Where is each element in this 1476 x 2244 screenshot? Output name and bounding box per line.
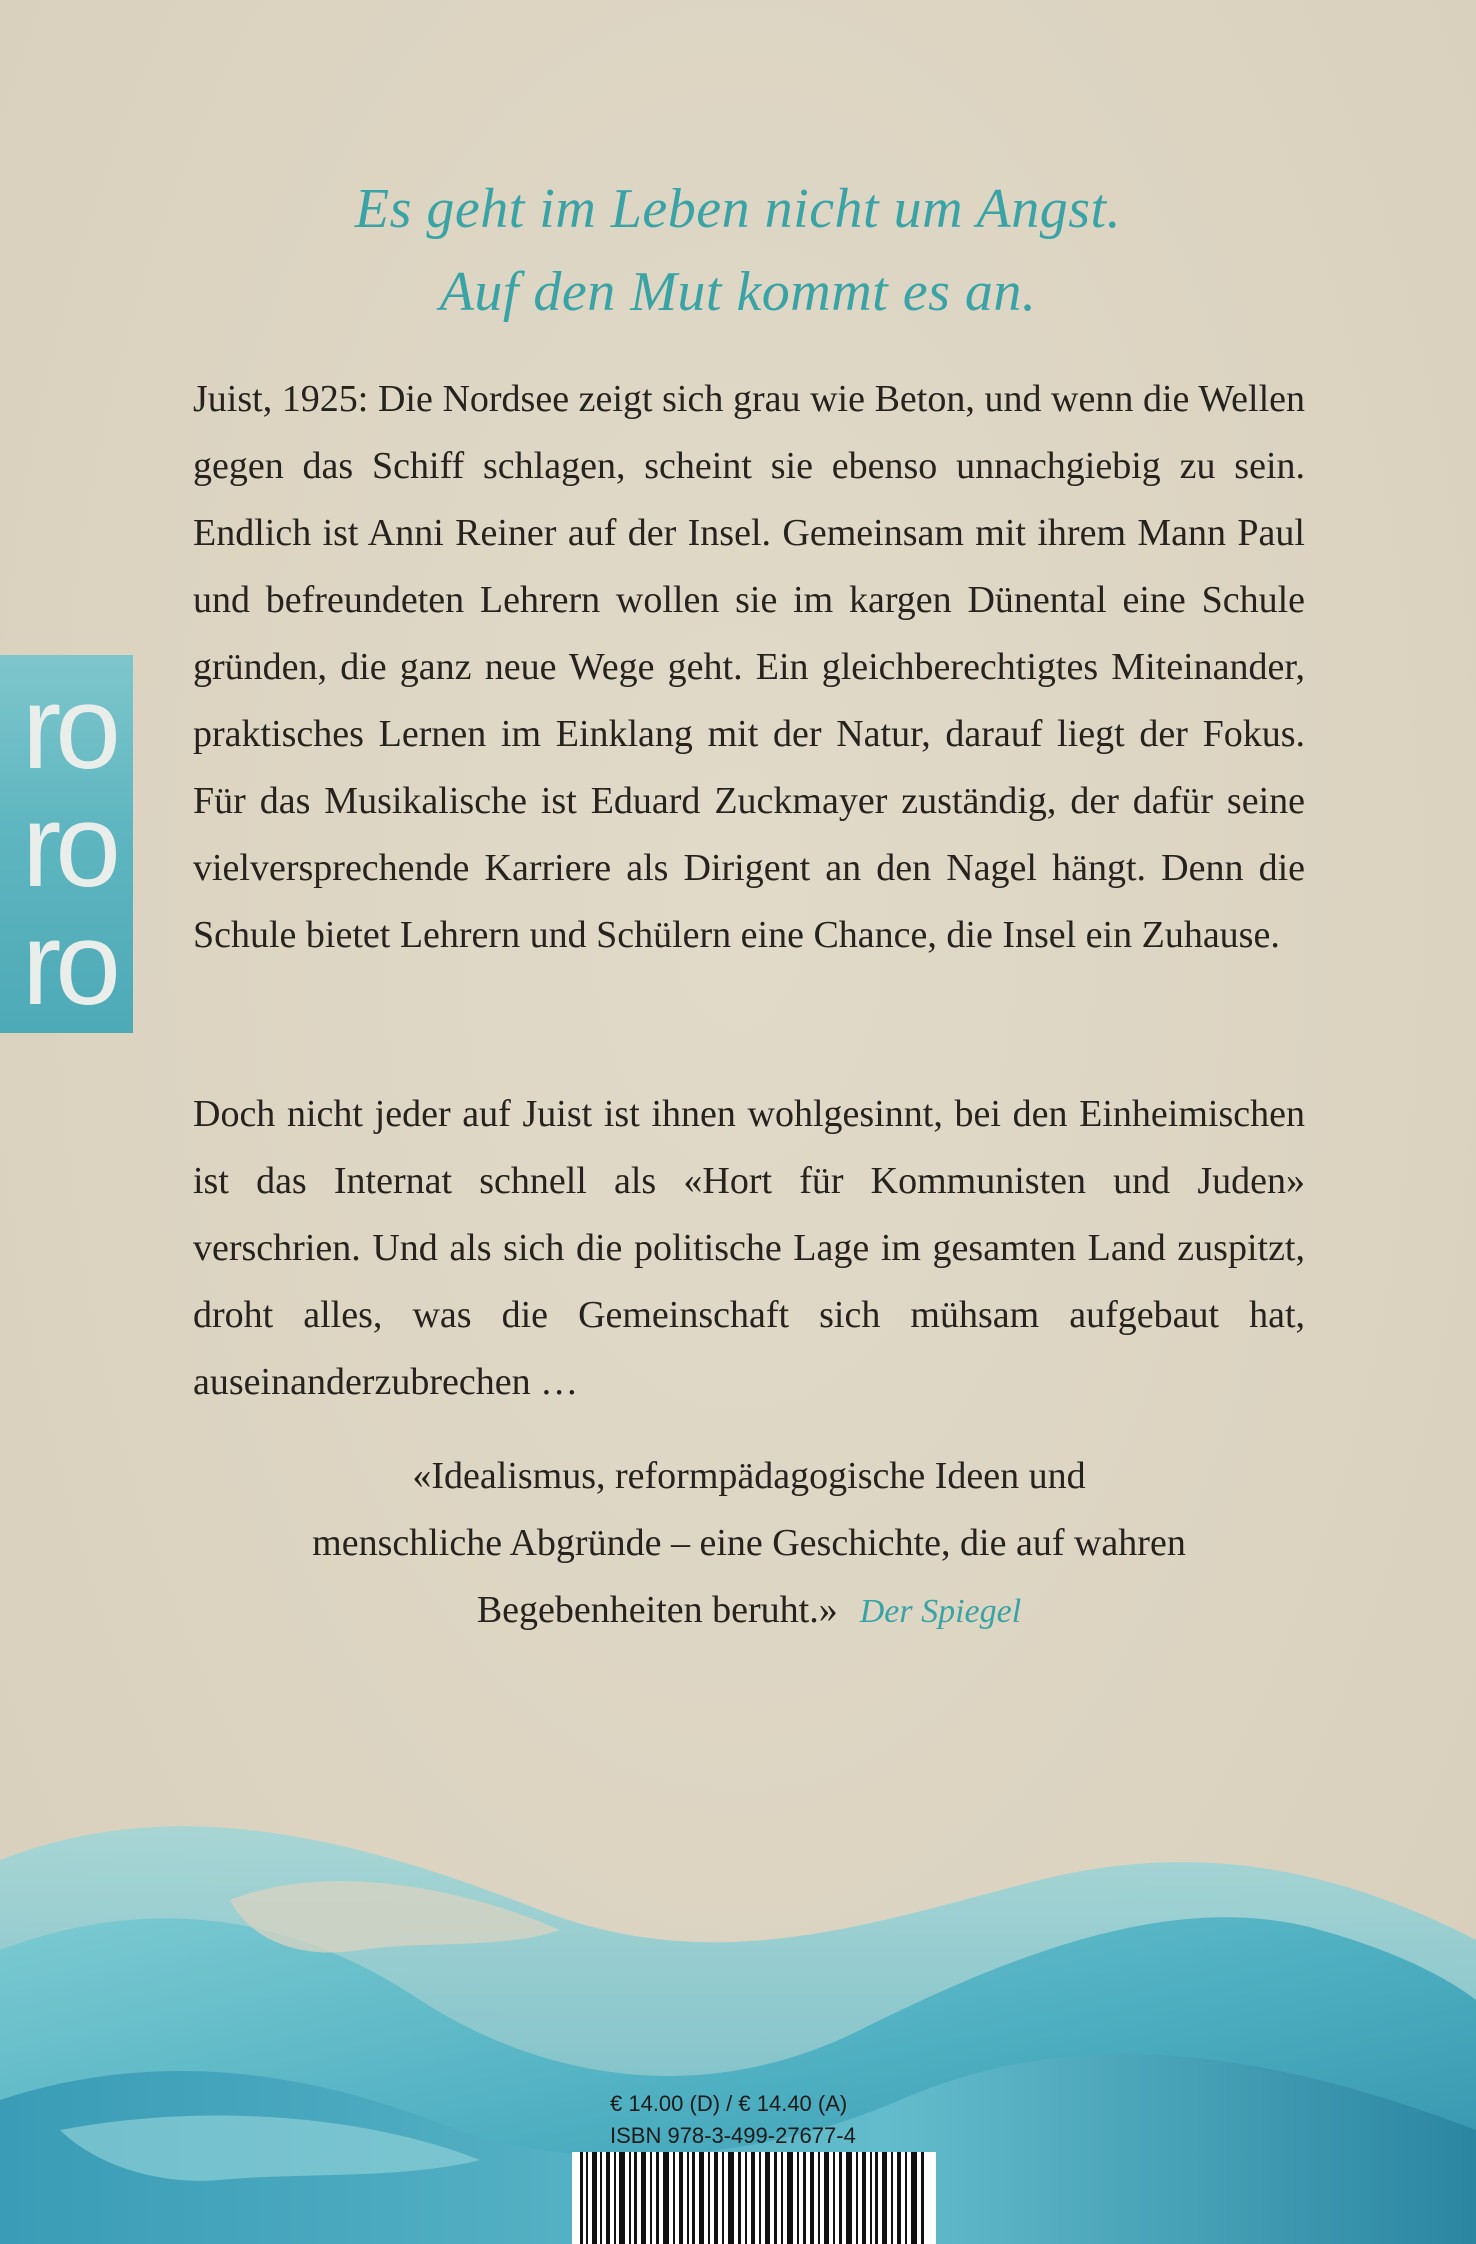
- logo-line-3: ro: [22, 898, 115, 1030]
- press-quote-source: Der Spiegel: [859, 1593, 1022, 1630]
- blurb-paragraph-1: Juist, 1925: Die Nordsee zeigt sich grau wie Beton, und wenn die Wellen gegen das Schiff schlagen, scheint sie ebenso unnachgiebig zu sein. Endlich ist Anni Reiner auf der Insel. Gemeinsam mit ihrem Mann Paul und befreundeten Lehrern wollen sie im kargen Dünental eine Schule gründen, die ganz neue Wege geht. Ein gleichberechtigtes Miteinander, praktisches Lernen im Einklang mit der Natur, darauf liegt der Fokus. Für das Musikalische ist Eduard Zuckmayer zuständig, der dafür seine vielversprechende Karriere als Dirigent an den Nagel hängt. Denn die Schule bietet Lehrern und Schülern eine Chance, die Insel ein Zuhause.: [193, 378, 1305, 956]
- tagline-line-2: Auf den Mut kommt es an.: [439, 261, 1037, 323]
- press-quote-line-1: «Idealismus, reformpädagogische Ideen und: [412, 1455, 1086, 1497]
- logo-line-1: ro: [22, 662, 115, 794]
- tagline-line-1: Es geht im Leben nicht um Angst.: [354, 178, 1122, 240]
- tagline: [0, 168, 1476, 334]
- press-quote-line-3-text: Begebenheiten beruht.»: [476, 1589, 838, 1631]
- isbn-text: ISBN 978-3-499-27677-4: [610, 2123, 856, 2148]
- blurb-paragraph-2: Doch nicht jeder auf Juist ist ihnen wohlgesinnt, bei den Einheimischen ist das Internat schnell als «Hort für Kommunisten und Juden» verschrien. Und als sich die politische Lage im gesamten Land zuspitzt, droht alles, was die Gemeinschaft sich mühsam aufgebaut hat, auseinanderzubrechen …: [193, 1093, 1305, 1403]
- logo-line-2: ro: [22, 780, 115, 912]
- rororo-logo: [0, 655, 133, 1033]
- barcode: [572, 2152, 936, 2244]
- barcode-bars: [572, 2152, 936, 2244]
- price-block: [610, 2088, 900, 2152]
- press-quote: [193, 1443, 1305, 1645]
- press-quote-line-2: menschliche Abgründe – eine Geschichte, die auf wahren: [312, 1522, 1186, 1564]
- price-text: € 14.00 (D) / € 14.40 (A): [610, 2091, 848, 2116]
- press-quote-line-3: [193, 1577, 1305, 1645]
